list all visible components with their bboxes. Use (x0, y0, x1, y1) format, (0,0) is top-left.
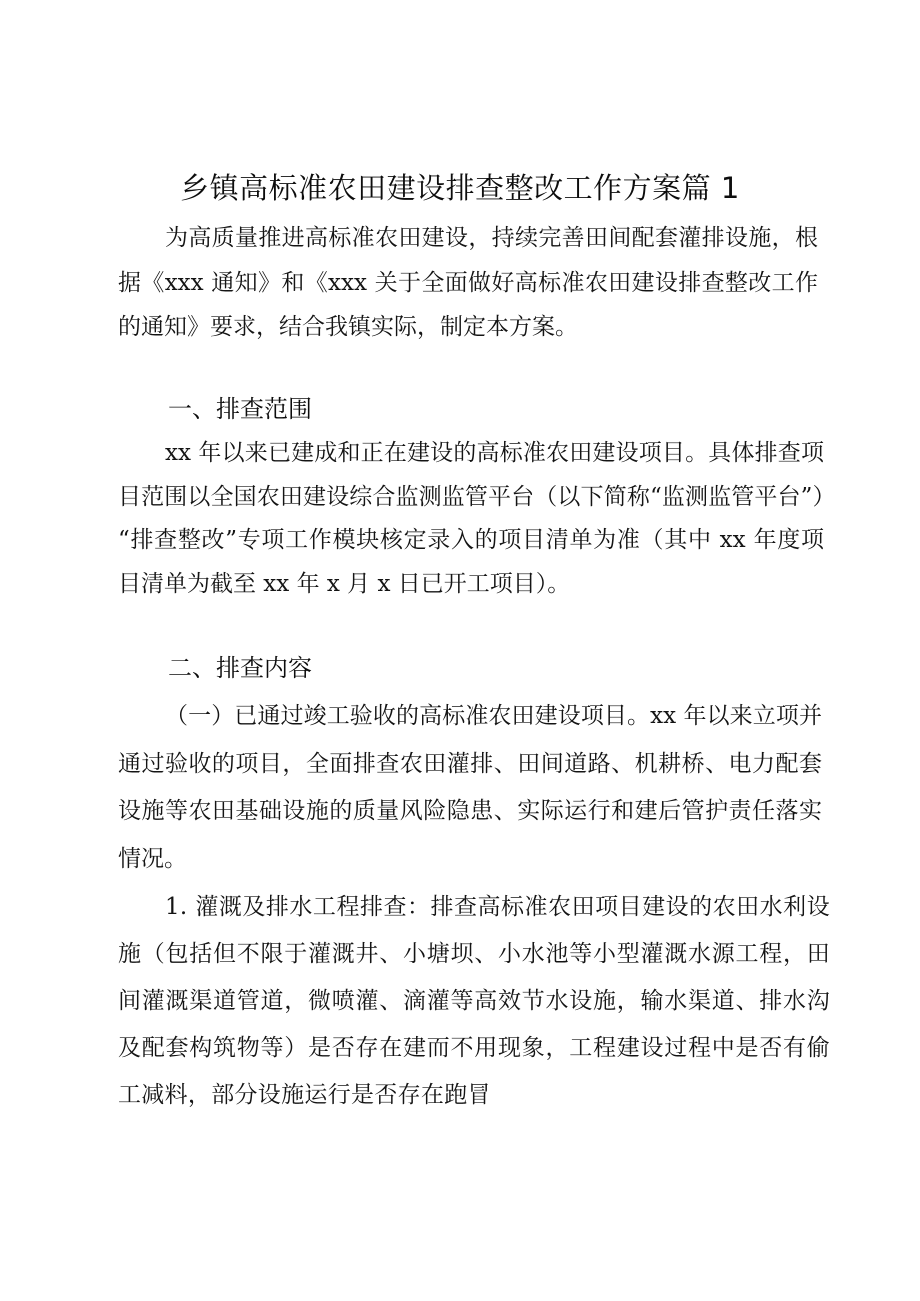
section-heading-scope: 一、排查范围 (168, 395, 312, 423)
scope-paragraph: xx 年以来已建成和正在建设的高标准农田建设项目。具体排查项目范围以全国农田建设综合监测监管平台（以下简称“监测监管平台”）“排查整改”专项工作模块核定录入的项目清单为准（其中 xx 年度项目清单为截至 xx 年 x 月 x 日已开工项目）。 (118, 440, 824, 597)
section-heading-content: 二、排查内容 (168, 654, 312, 682)
document-title: 乡镇高标准农田建设排查整改工作方案篇 1 (180, 171, 740, 205)
intro-paragraph: 为高质量推进高标准农田建设，持续完善田间配套灌排设施，根据《xxx 通知》和《xxx 关于全面做好高标准农田建设排查整改工作的通知》要求，结合我镇实际，制定本方案。 (118, 225, 818, 340)
content-paragraph-accepted-projects: （一）已通过竣工验收的高标准农田建设项目。xx 年以来立项并通过验收的项目，全面排查农田灌排、田间道路、机耕桥、电力配套设施等农田基础设施的质量风险隐患、实际运行和建后管护责任落实情况。 (118, 703, 822, 872)
content-paragraph-irrigation: 1. 灌溉及排水工程排查：排查高标准农田项目建设的农田水利设施（包括但不限于灌溉井、小塘坝、小水池等小型灌溉水源工程，田间灌溉渠道管道，微喷灌、滴灌等高效节水设施，输水渠道、排水沟及配套构筑物等）是否存在建而不用现象，工程建设过程中是否有偷工减料，部分设施运行是否存在跑冒 (118, 894, 830, 1108)
